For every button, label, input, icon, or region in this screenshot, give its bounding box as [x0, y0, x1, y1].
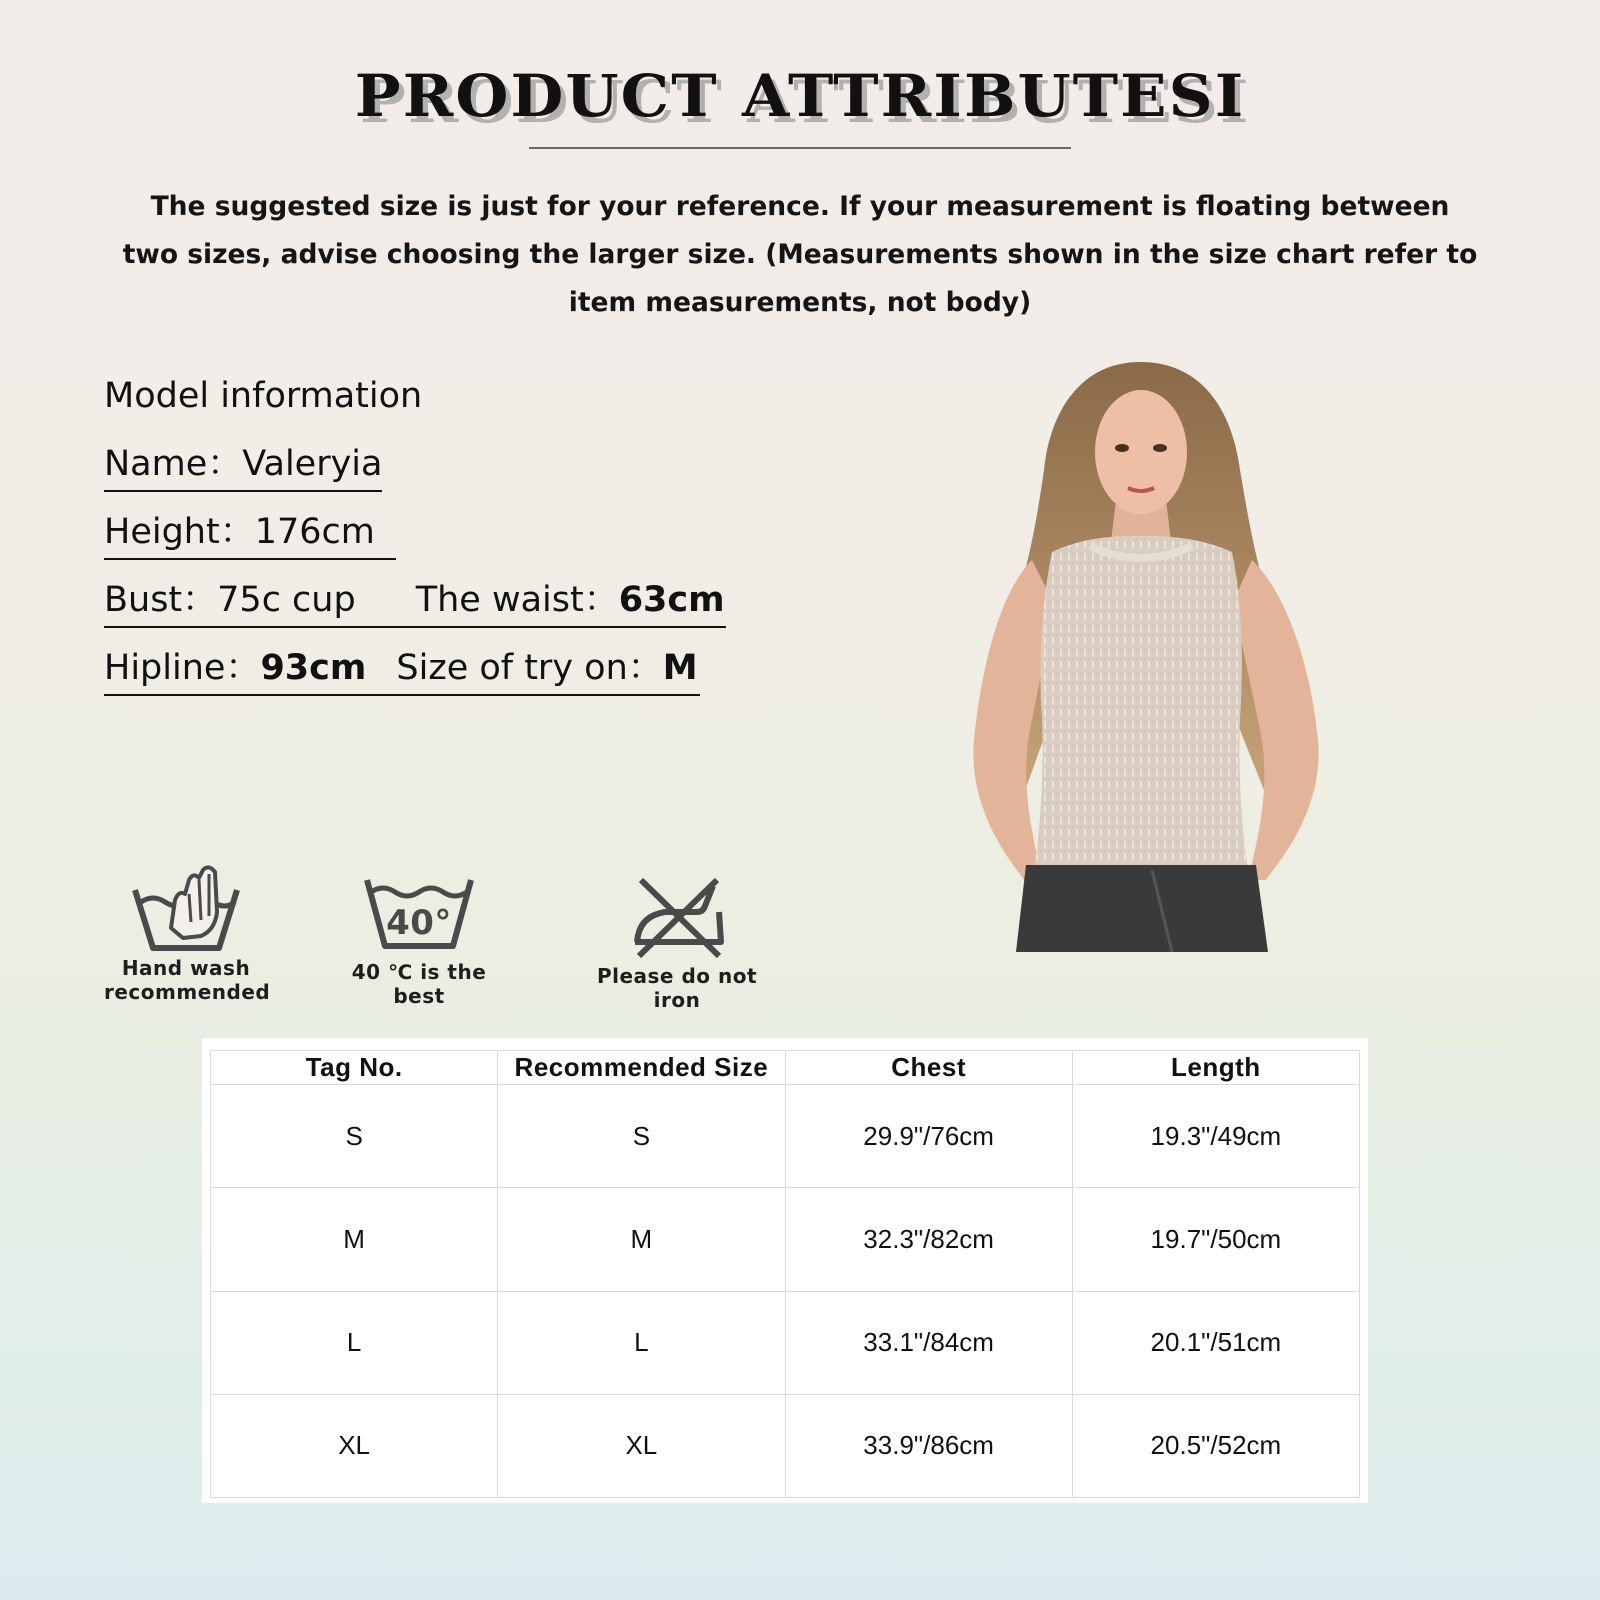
cell-chest: 32.3"/82cm	[785, 1188, 1072, 1291]
bust-waist-underline	[104, 626, 726, 628]
height-value: 176cm	[254, 512, 375, 552]
right-eye	[1153, 444, 1167, 452]
leather-skirt	[1016, 865, 1268, 952]
waist-value: 63cm	[618, 580, 725, 620]
try-on-value: M	[662, 648, 698, 688]
cell-tag: S	[211, 1085, 498, 1188]
cell-size: L	[498, 1291, 785, 1394]
face	[1095, 390, 1187, 514]
model-heading: Model information	[104, 376, 423, 416]
bust-label: Bust：	[104, 580, 218, 620]
hand-wash-label-line1: Hand wash	[121, 956, 251, 980]
no-iron-icon	[627, 876, 727, 958]
cell-chest: 33.1"/84cm	[785, 1291, 1072, 1394]
wash-temp-text: 40°	[386, 903, 452, 943]
hip-value: 93cm	[260, 648, 367, 688]
table-row	[211, 1291, 1360, 1394]
name-label: Name：	[104, 444, 243, 484]
cell-size: S	[498, 1085, 785, 1188]
try-on-label: Size of try on：	[396, 648, 663, 688]
no-iron-label: Please do not iron	[596, 964, 758, 1012]
name-value: Valeryia	[242, 444, 383, 484]
model-name-line	[104, 430, 725, 498]
header-chest: Chest	[785, 1051, 1072, 1085]
title-underline	[529, 147, 1071, 149]
page-title: PRODUCT ATTRIBUTESI	[354, 62, 1246, 130]
model-bust-waist-line	[104, 566, 725, 634]
size-table	[210, 1050, 1360, 1498]
height-underline	[104, 558, 396, 560]
size-advice-text: The suggested size is just for your reference. If your measurement is floating between two sizes, advise choosing the larger size. (Measurements shown in the size chart refer to item measurements, not body)	[122, 191, 1478, 318]
hip-label: Hipline：	[104, 648, 261, 688]
cell-chest: 33.9"/86cm	[785, 1394, 1072, 1497]
left-eye	[1115, 444, 1129, 452]
cell-length: 20.5"/52cm	[1072, 1394, 1359, 1497]
model-height-line	[104, 498, 725, 566]
cell-tag: M	[211, 1188, 498, 1291]
cell-chest: 29.9"/76cm	[785, 1085, 1072, 1188]
hand-wash-icon	[131, 860, 241, 956]
cell-size: M	[498, 1188, 785, 1291]
bust-value: 75c cup	[217, 580, 356, 620]
table-row	[211, 1085, 1360, 1188]
wash-40-icon	[363, 874, 475, 954]
size-chart	[202, 1038, 1368, 1503]
table-row	[211, 1394, 1360, 1497]
header-recommended-size: Recommended Size	[498, 1051, 785, 1085]
table-header-row	[211, 1051, 1360, 1085]
model-photo	[922, 360, 1364, 952]
header-tag-no: Tag No.	[211, 1051, 498, 1085]
temp-label: 40 ℃ is the best	[351, 960, 487, 1008]
cell-length: 20.1"/51cm	[1072, 1291, 1359, 1394]
model-hip-size-line	[104, 634, 725, 702]
care-hand-wash	[104, 860, 271, 1004]
name-underline	[104, 490, 382, 492]
cell-length: 19.3"/49cm	[1072, 1085, 1359, 1188]
care-no-iron	[574, 876, 780, 1012]
hand-wash-label-line2: recommended	[104, 980, 271, 1004]
care-temperature	[326, 874, 512, 1008]
hip-size-underline	[104, 694, 700, 696]
cell-tag: L	[211, 1291, 498, 1394]
header-length: Length	[1072, 1051, 1359, 1085]
sequin-tank-top	[1034, 536, 1248, 870]
waist-label: The waist：	[415, 580, 619, 620]
cell-size: XL	[498, 1394, 785, 1497]
cell-length: 19.7"/50cm	[1072, 1188, 1359, 1291]
title-block	[0, 62, 1600, 130]
height-label: Height：	[104, 512, 255, 552]
cell-tag: XL	[211, 1394, 498, 1497]
table-row	[211, 1188, 1360, 1291]
model-information	[104, 368, 725, 702]
